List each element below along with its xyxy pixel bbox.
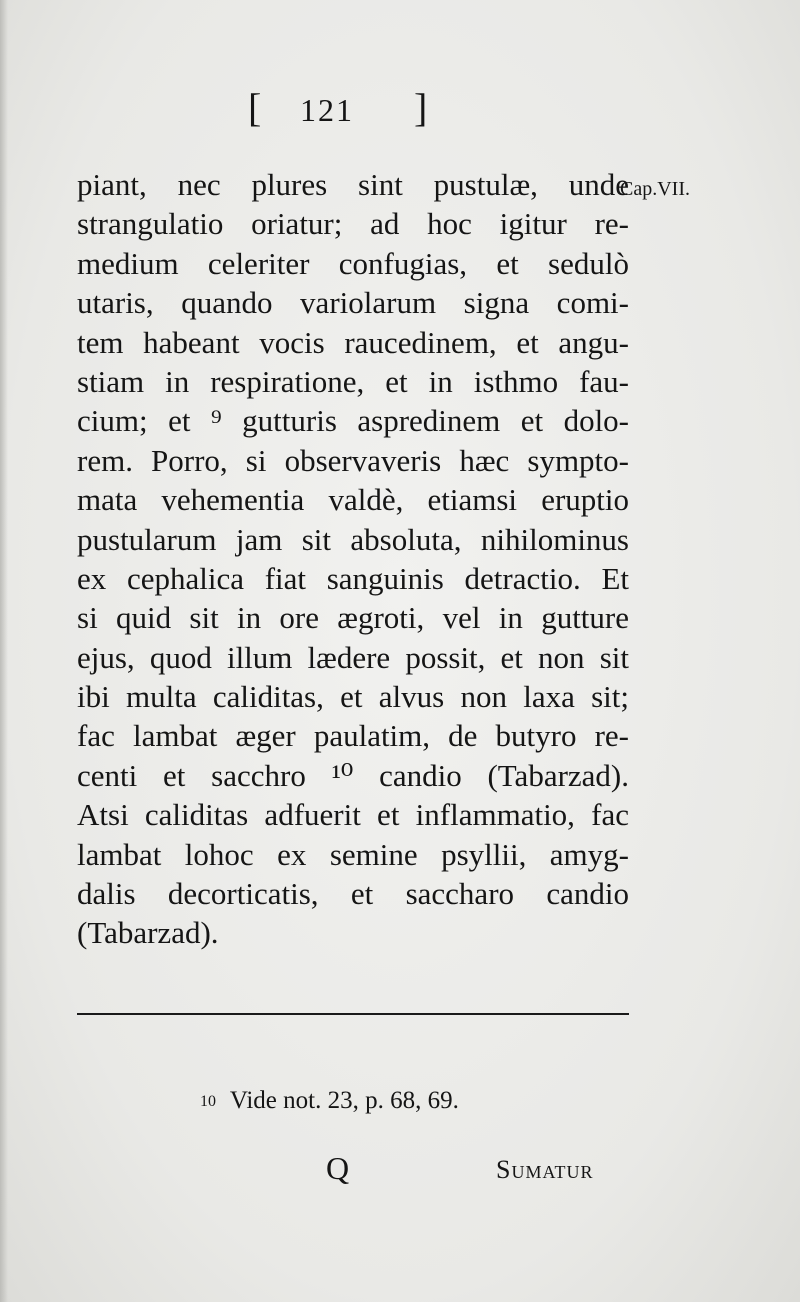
footnote [200, 1084, 459, 1119]
text-line: tem habeant vocis raucedinem, et angu- [77, 324, 629, 360]
footnote-text: Vide not. 23, p. 68, 69. [229, 1087, 459, 1114]
signature-mark: Q [326, 1150, 350, 1186]
text-line: (Tabarzad). [77, 915, 219, 951]
header-bracket-left: [ [248, 85, 262, 130]
footnote-divider [77, 1013, 629, 1015]
page-number: 121 [300, 92, 354, 128]
text-line: Atsi caliditas adfuerit et inflammatio, fac [77, 797, 629, 833]
body-text [77, 165, 629, 953]
text-line: cium; et ⁹ gutturis aspredinem et dolo- [77, 403, 629, 439]
text-line: stiam in respiratione, et in isthmo fau- [77, 363, 629, 399]
text-line: fac lambat æger paulatim, de butyro re- [77, 718, 629, 754]
text-line: ibi multa caliditas, et alvus non laxa sit; [77, 679, 629, 715]
text-line: dalis decorticatis, et saccharo candio [77, 876, 629, 912]
text-line: lambat lohoc ex semine psyllii, amyg- [77, 836, 629, 872]
chapter-margin-note: Cap.VII. [620, 178, 690, 200]
page-edge-shadow [0, 0, 8, 1302]
text-line: ex cephalica fiat sanguinis detractio. Et [77, 560, 629, 596]
catchword: Sumatur [496, 1155, 594, 1184]
text-line: si quid sit in ore ægroti, vel in gutture [77, 600, 629, 636]
text-line: strangulatio oriatur; ad hoc igitur re- [77, 206, 629, 242]
text-line: utaris, quando variolarum signa comi- [77, 285, 629, 321]
text-line: piant, nec plures sint pustulæ, unde [77, 167, 629, 202]
text-line: pustularum jam sit absoluta, nihilominus [77, 521, 629, 557]
text-line: medium celeriter confugias, et sedulò [77, 245, 629, 281]
text-line: rem. Porro, si observaveris hæc sympto- [77, 442, 629, 478]
text-line: centi et sacchro ¹⁰ candio (Tabarzad). [77, 757, 629, 793]
text-line: mata vehementia valdè, etiamsi eruptio [77, 482, 629, 518]
footnote-number: 10 [200, 1093, 216, 1110]
text-line: ejus, quod illum lædere possit, et non sit [77, 639, 629, 675]
header-bracket-right: ] [414, 85, 428, 130]
page-header [248, 78, 438, 138]
